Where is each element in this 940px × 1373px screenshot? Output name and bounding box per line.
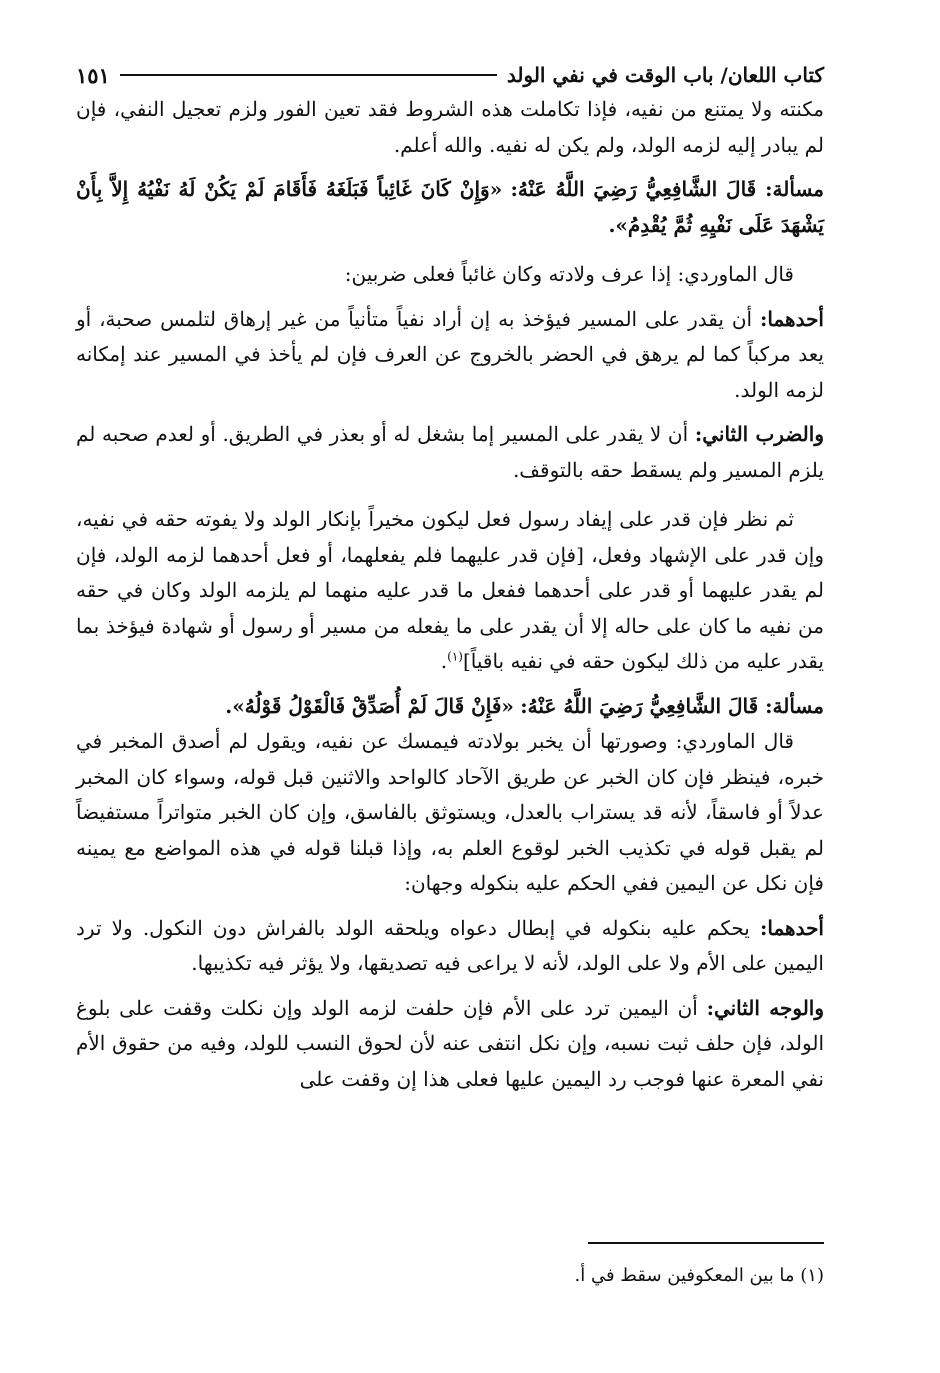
paragraph-second-view: [76, 991, 824, 1098]
masala-label-2: مسألة: قَالَ الشَّافِعِيُّ رَضِيَ اللَّهُ عَنْهُ:: [520, 693, 824, 718]
page-number: ١٥١: [76, 62, 110, 88]
running-header: [76, 58, 824, 92]
second-type-label: والضرب الثاني:: [694, 422, 824, 446]
footnote-separator: [588, 1242, 824, 1244]
paragraph-masala-1: [76, 172, 824, 243]
first-type-text: أن يقدر على المسير فيؤخذ به إن أراد نفياً متأنياً من غير إرهاق لتلمس صحبة، أو يعد مركباً كما لم يرهق في الحضر بالخروج عن العرف فإن لم يأخذ في المسير عند إمكانه لزمه الولد.: [76, 306, 824, 402]
first-type-label: أحدهما:: [759, 306, 824, 331]
paragraph-masala-2: [76, 689, 824, 725]
first-view-label: أحدهما:: [759, 915, 824, 940]
shafii-quote: «وَإِنْ كَانَ غَائِباً فَبَلَغَهُ فَأَقَامَ لَمْ يَكُنْ لَهُ نَفْيُهُ إِلاَّ بِأَنْ يَشْهَدَ عَلَى نَفْيِهِ ثُمَّ يُقْدِمُ».: [76, 177, 824, 237]
page-body: [76, 58, 824, 1097]
paragraph-consideration: [76, 502, 824, 680]
shafii-quote-2: «فَإِنْ قَالَ لَمْ أُصَدِّقْ فَالْقَوْلُ قَوْلُهُ».: [225, 693, 514, 718]
paragraph-first-type: [76, 302, 824, 409]
footnote: (١) ما بين المعكوفين سقط في أ.: [574, 1265, 824, 1286]
second-view-text: أن اليمين ترد على الأم فإن حلفت لزمه الولد وإن نكلت وقفت على بلوغ الولد، فإن حلف ثبت نسبه، وإن نكل انتفى عنه لأن لحوق النسب للولد، وفيه من حقوق الأم نفي المعرة عنها فوجب رد اليمين عليها فعلى هذا إن وقفت على: [76, 995, 824, 1091]
paragraph-mawardi-1: قال الماوردي: إذا عرف ولادته وكان غائباً فعلى ضربين:: [344, 262, 794, 286]
first-view-text: يحكم عليه بنكوله في إبطال دعواه ويلحقه الولد بالفراش دون النكول. ولا ترد اليمين على الأم ولا على الولد، لأنه لا يراعى فيه تصديقها، ولا يؤثر فيه تكذيبها.: [76, 915, 824, 975]
paragraph-mawardi-2: قال الماوردي: وصورتها أن يخبر بولادته فيمسك عن نفيه، ويقول لم أصدق المخبر في خبره، فينظر فإن كان الخبر عن طريق الآحاد كالواحد والاثنين قبل قوله، وسواء كان المخبر عدلاً أو فاسقاً، لأنه قد يستراب بالعدل، ويستوثق بالفاسق، وإن كان الخبر متواتراً مستفيضاً لم يقبل قوله في تكذيب الخبر لوقوع العلم به، وإذا قبلنا قوله في هذه المواضع مع يمينه فإن نكل عن اليمين ففي الحكم عليه بنكوله وجهان:: [76, 729, 824, 895]
second-type-text: أن لا يقدر على المسير إما بشغل له أو بعذر في الطريق. أو لعدم صحبه لم يلزم المسير ولم يسقط حقه بالتوقف.: [76, 422, 824, 482]
footnote-ref: (١): [447, 649, 463, 664]
header-rule: [120, 74, 497, 76]
masala-label: مسألة: قَالَ الشَّافِعِيُّ رَضِيَ اللَّهُ عَنْهُ:: [510, 177, 824, 201]
second-view-label: والوجه الثاني:: [706, 995, 825, 1020]
book-title: كتاب اللعان/ باب الوقت في نفي الولد: [506, 63, 824, 87]
paragraph-1: مكنته ولا يمتنع من نفيه، فإذا تكاملت هذه الشروط فقد تعين الفور ولزم تعجيل النفي، فإن لم يبادر إليه لزمه الولد، ولم يكن له نفيه. والله أعلم.: [76, 97, 824, 157]
consideration-end: .: [440, 649, 448, 673]
consideration-text: ثم نظر فإن قدر على إيفاد رسول فعل ليكون مخيراً بإنكار الولد ولا يفوته حقه في نفيه، وإن قدر على الإشهاد وفعل، [فإن قدر عليهما فلم يفعلهما، أو فعل أحدهما لزمه الولد، فإن لم يقدر عليهما أو قدر على أحدهما ففعل ما قدر عليه منهما لم يلزمه الولد وكان في حقه من نفيه ما كان على حاله إلا أن يقدر على ما يفعله من مسير أو رسول أو شهادة فيؤخذ بما يقدر عليه من ذلك ليكون حقه في نفيه باقياً]: [76, 507, 824, 673]
paragraph-first-view: [76, 911, 824, 982]
paragraph-second-type: [76, 417, 824, 488]
